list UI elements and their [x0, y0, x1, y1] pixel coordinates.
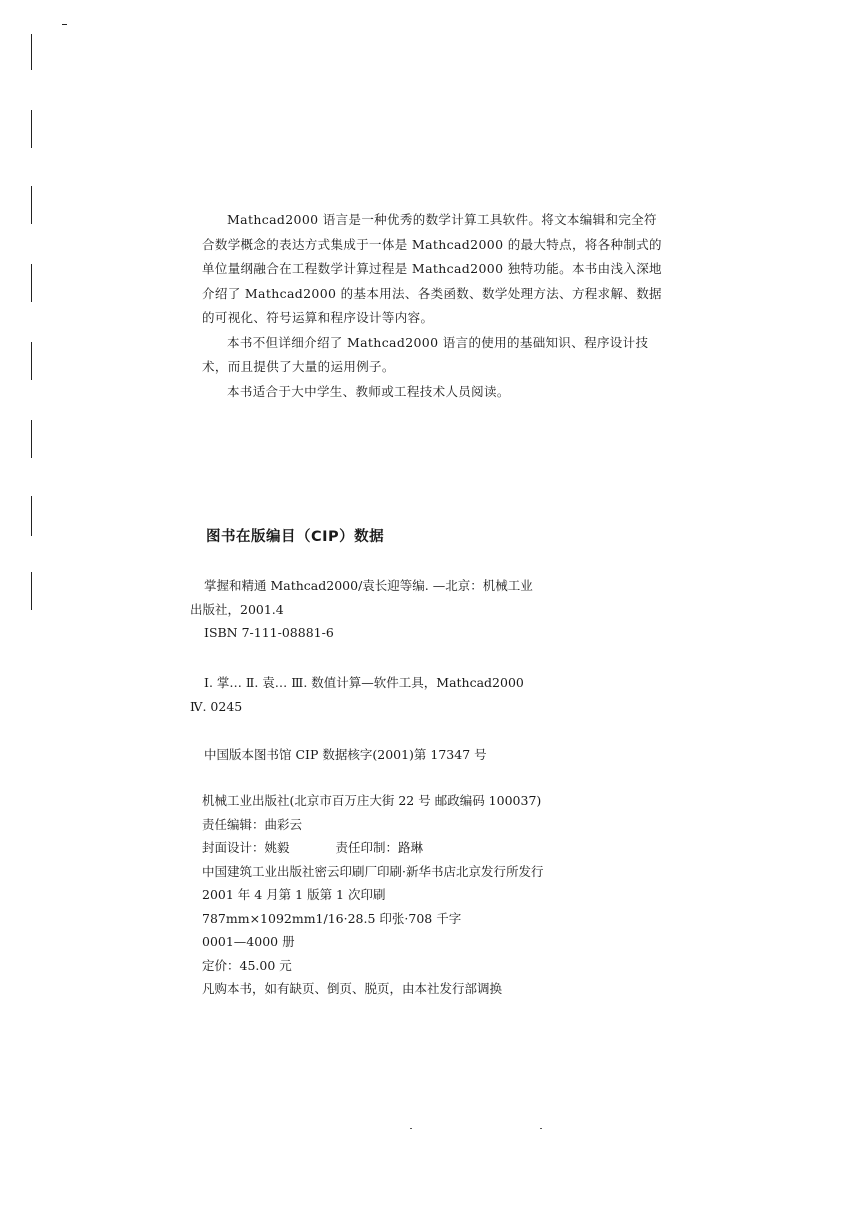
- abstract-paragraph: Mathcad2000 语言是一种优秀的数学计算工具软件。将文本编辑和完全符合数学概念的表达方式集成于一体是 Mathcad2000 的最大特点，将各种制式的单位量纲融合在工程数学计算过程是 Mathcad2000 独特功能。本书由浅入深地介绍了 Mathcad2000 的基本用法、各类函数、数学处理方法、方程求解、数据的可视化、符号运算和程序设计等内容。: [202, 212, 662, 325]
- book-abstract: [202, 208, 662, 404]
- imprint: [202, 789, 543, 1001]
- cip-number: 中国版本图书馆 CIP 数据核字(2001)第 17347 号: [204, 747, 487, 762]
- imprint-edition: 2001 年 4 月第 1 版第 1 次印刷: [202, 887, 386, 902]
- cip-number-block: [190, 743, 487, 767]
- imprint-publisher: 机械工业出版社(北京市百万庄大街 22 号 邮政编码 100037): [202, 793, 542, 808]
- imprint-print-supervisor: 责任印制：路琳: [335, 840, 424, 855]
- cip-subjects: [190, 671, 524, 718]
- imprint-format: 787mm×1092mm1/16·28.5 印张·708 千字: [202, 910, 462, 926]
- abstract-paragraph: 本书不但详细介绍了 Mathcad2000 语言的使用的基础知识、程序设计技术，而且提供了大量的运用例子。: [202, 334, 649, 374]
- cip-record-line: 出版社，2001.4: [190, 601, 284, 617]
- scan-mark: [31, 264, 32, 302]
- scan-mark: [31, 572, 32, 610]
- imprint-editor: 责任编辑：曲彩云: [202, 816, 303, 832]
- scan-mark: [540, 1128, 542, 1129]
- imprint-credits: [202, 836, 543, 860]
- scan-mark: [31, 186, 32, 224]
- imprint-cover-design: 封面设计：姚毅: [202, 840, 290, 855]
- cip-isbn: ISBN 7-111-08881-6: [204, 625, 334, 640]
- scan-mark: [31, 110, 32, 148]
- scan-mark: [410, 1128, 412, 1129]
- abstract-paragraph: 本书适合于大中学生、教师或工程技术人员阅读。: [227, 383, 510, 399]
- cip-record-line: 掌握和精通 Mathcad2000/袁长迎等编. —北京：机械工业: [204, 578, 533, 593]
- scan-mark: [31, 342, 32, 380]
- cip-record: [190, 574, 533, 645]
- scan-mark: [31, 496, 32, 536]
- imprint-print-run: 0001—4000 册: [202, 934, 295, 949]
- scan-mark: [31, 34, 32, 70]
- cip-subject-line: Ⅳ. 0245: [190, 698, 243, 714]
- imprint-notice: 凡购本书，如有缺页、倒页、脱页，由本社发行部调换: [202, 981, 503, 996]
- imprint-price: 定价：45.00 元: [202, 957, 292, 973]
- scan-mark: [31, 420, 32, 458]
- cip-heading: 图书在版编目（CIP）数据: [206, 529, 385, 545]
- cip-subject-line: Ⅰ. 掌… Ⅱ. 袁… Ⅲ. 数值计算—软件工具，Mathcad2000: [204, 675, 524, 690]
- imprint-printer: 中国建筑工业出版社密云印刷厂印刷·新华书店北京发行所发行: [202, 863, 544, 879]
- scan-mark: [62, 24, 67, 25]
